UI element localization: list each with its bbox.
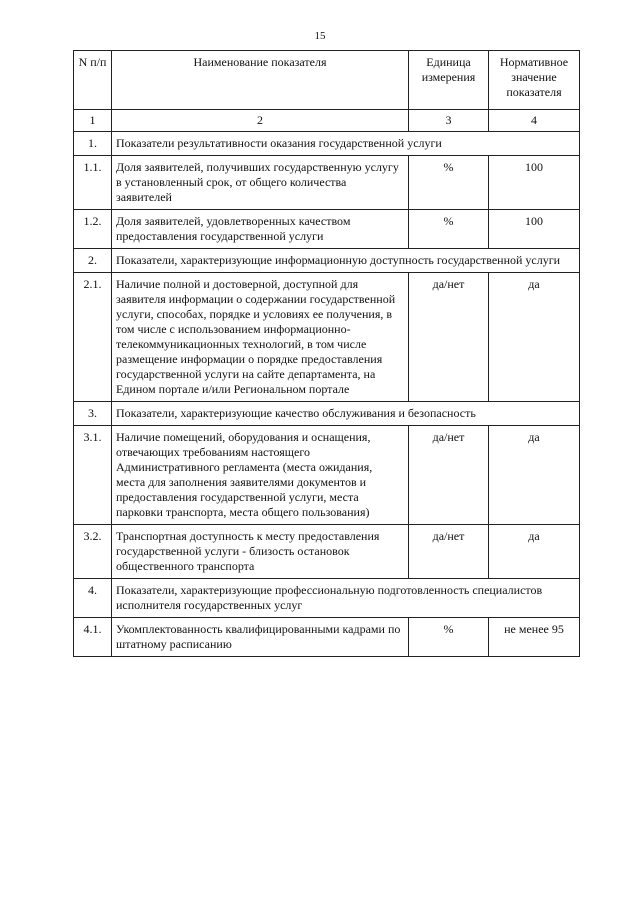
row-number: 1.: [74, 132, 112, 156]
column-number: 2: [112, 110, 409, 132]
section-title: Показатели, характеризующие качество обслуживания и безопасность: [112, 402, 580, 426]
value-cell: да: [489, 525, 580, 579]
unit-cell: да/нет: [409, 273, 489, 402]
row-number: 1.2.: [74, 210, 112, 249]
indicator-name: Наличие помещений, оборудования и оснащения, отвечающих требованиям настоящего Административного регламента (места ожидания, места для заполнения заявителями документов и предоставления государственной услуги, места парковки транспорта, места общего пользования): [112, 426, 409, 525]
header-name: Наименование показателя: [112, 51, 409, 110]
indicator-name: Укомплектованность квалифицированными кадрами по штатному расписанию: [112, 618, 409, 657]
table-row: [74, 618, 580, 657]
header-value: Нормативное значение показателя: [489, 51, 580, 110]
header-unit: Единица измерения: [409, 51, 489, 110]
value-cell: да: [489, 273, 580, 402]
column-number: 4: [489, 110, 580, 132]
row-number: 2.1.: [74, 273, 112, 402]
value-cell: не менее 95: [489, 618, 580, 657]
column-number: 1: [74, 110, 112, 132]
row-number: 4.: [74, 579, 112, 618]
indicator-name: Доля заявителей, получивших государственную услугу в установленный срок, от общего количества заявителей: [112, 156, 409, 210]
table-row: [74, 525, 580, 579]
row-number: 2.: [74, 249, 112, 273]
row-number: 3.2.: [74, 525, 112, 579]
indicator-name: Доля заявителей, удовлетворенных качеством предоставления государственной услуги: [112, 210, 409, 249]
unit-cell: %: [409, 156, 489, 210]
table-row: [74, 210, 580, 249]
section-title: Показатели, характеризующие информационную доступность государственной услуги: [112, 249, 580, 273]
column-number: 3: [409, 110, 489, 132]
indicator-name: Наличие полной и достоверной, доступной для заявителя информации о содержании государственной услуги, способах, порядке и условиях ее получения, в том числе с использованием информационно-телекоммуникационных технологий, в том числе размещение информации о порядке предоставления государственной услуги на сайте департамента, на Едином портале и/или Региональном портале: [112, 273, 409, 402]
section-title: Показатели, характеризующие профессиональную подготовленность специалистов исполнителя государственных услуг: [112, 579, 580, 618]
row-number: 4.1.: [74, 618, 112, 657]
section-title: Показатели результативности оказания государственной услуги: [112, 132, 580, 156]
table-body: [74, 132, 580, 657]
unit-cell: %: [409, 210, 489, 249]
header-num: N п/п: [74, 51, 112, 110]
row-number: 3.: [74, 402, 112, 426]
unit-cell: да/нет: [409, 525, 489, 579]
unit-cell: да/нет: [409, 426, 489, 525]
table-row: [74, 156, 580, 210]
section-row: [74, 132, 580, 156]
value-cell: да: [489, 426, 580, 525]
row-number: 1.1.: [74, 156, 112, 210]
value-cell: 100: [489, 210, 580, 249]
table-row: [74, 426, 580, 525]
indicators-table: [73, 50, 580, 657]
value-cell: 100: [489, 156, 580, 210]
column-number-row: [74, 110, 580, 132]
table-row: [74, 273, 580, 402]
row-number: 3.1.: [74, 426, 112, 525]
section-row: [74, 402, 580, 426]
table-header-row: [74, 51, 580, 110]
page-number: 15: [314, 30, 326, 42]
indicator-name: Транспортная доступность к месту предоставления государственной услуги - близость остановок общественного транспорта: [112, 525, 409, 579]
section-row: [74, 579, 580, 618]
section-row: [74, 249, 580, 273]
unit-cell: %: [409, 618, 489, 657]
